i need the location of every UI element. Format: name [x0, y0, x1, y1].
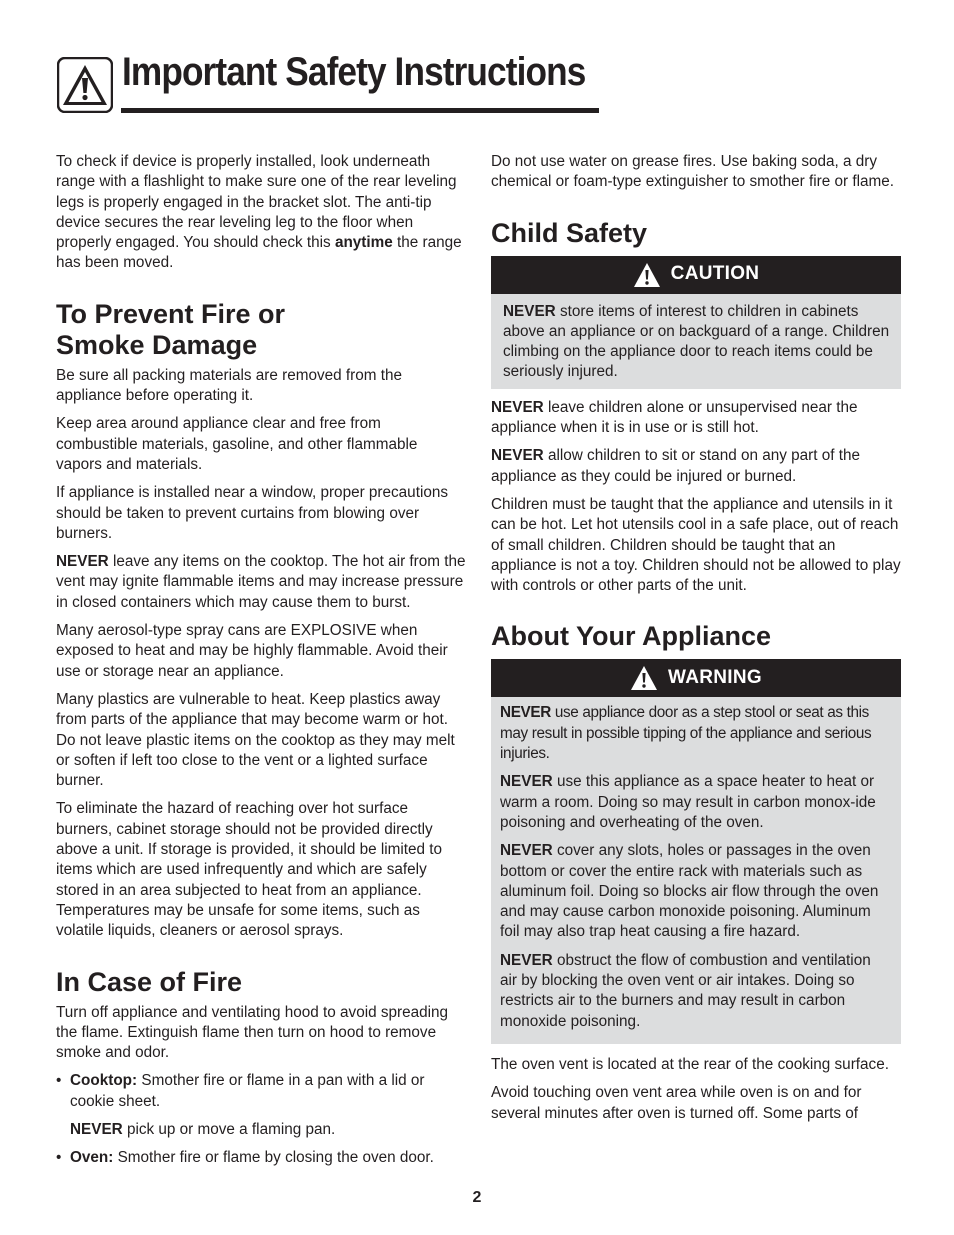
right-column [491, 152, 901, 1132]
warning-triangle-icon [633, 262, 661, 288]
warning-item: NEVER obstruct the flow of combustion and ventilation air by blocking the oven vent or air intakes. Doing so restricts air to the burners and may result in carbon monoxide poisoning. [500, 951, 871, 1030]
warning-label: WARNING [668, 667, 762, 689]
vent-paragraph: Avoid touching oven vent area while oven is on and for several minutes after oven is turned off. Some parts of [491, 1084, 862, 1122]
warning-box [491, 697, 901, 1043]
left-column [56, 152, 466, 1177]
case-paragraph: Turn off appliance and ventilating hood to avoid spreading the flame. Extinguish flame then turn on hood to remove smoke and odor. [56, 1003, 449, 1062]
child-paragraph: NEVER leave children alone or unsupervised near the appliance when it is in use or is still hot. [491, 398, 858, 437]
warning-banner [491, 659, 901, 697]
warning-item: NEVER use appliance door as a step stool or seat as this may result in possible tipping of the appliance and serious injuries. [500, 704, 872, 763]
page-title: Important Safety Instructions [122, 50, 586, 94]
warning-triangle-icon [57, 57, 113, 113]
child-paragraph: NEVER allow children to sit or stand on any part of the appliance as they could be injured or burned. [491, 447, 861, 485]
caution-text: NEVER store items of interest to children in cabinets above an appliance or on backguard of a range. Children climbing on the appliance door to reach items could be seriously injured. [503, 302, 890, 381]
fire-paragraph: If appliance is installed near a window, proper precautions should be taken to prevent curtains from blowing over burners. [56, 484, 449, 542]
list-item: • Oven: Smother fire or flame by closing the oven door. [56, 1148, 466, 1168]
warning-item: NEVER use this appliance as a space heater to heat or warm a room. Doing so may result in carbon monox-ide poisoning and overheating of the oven. [500, 773, 876, 831]
grease-fire-paragraph: Do not use water on grease fires. Use baking soda, a dry chemical or foam-type extinguisher to smother fire or flame. [491, 153, 894, 191]
heading-about-appliance: About Your Appliance [491, 621, 772, 652]
fire-paragraph: Many aerosol-type spray cans are EXPLOSIVE when exposed to heat and may be highly flammable. Avoid their use or storage near an appliance. [56, 622, 448, 680]
flaming-pan-note: NEVER pick up or move a flaming pan. [70, 1120, 336, 1138]
caution-label: CAUTION [670, 263, 760, 285]
child-paragraph: Children must be taught that the appliance and utensils in it can be hot. Let hot utensils cool in a safe place, out of reach of small children. Children should be taught that an appliance is not a toy. Children should not be allowed to play with controls or other parts of the unit. [491, 495, 901, 595]
caution-box [491, 294, 901, 389]
vent-paragraph: The oven vent is located at the rear of the cooking surface. [491, 1055, 889, 1073]
caution-banner [491, 256, 901, 294]
list-item: • Cooktop: Smother fire or flame in a pan with a lid or cookie sheet. [56, 1072, 425, 1110]
warning-triangle-icon [630, 665, 658, 691]
fire-paragraph: Many plastics are vulnerable to heat. Keep plastics away from parts of the appliance that may become warm or hot. Do not leave plastic items on the cooktop as they may melt or soften if left too close to the vent or a lighted surface burner. [56, 690, 455, 790]
fire-paragraph: Be sure all packing materials are removed from the appliance before operating it. [56, 366, 403, 405]
warning-item: NEVER cover any slots, holes or passages in the oven bottom or cover the entire rack with materials such as aluminum foil. Doing so blocks air flow through the oven and may cause carbon monoxide poisoning. Aluminum foil may also trap heat causing a fire hazard. [500, 842, 879, 941]
heading-in-case-of-fire: In Case of Fire [56, 966, 243, 997]
fire-paragraph: Keep area around appliance clear and free from combustible materials, gasoline, and other flammable vapors and materials. [56, 415, 418, 473]
fire-paragraph: NEVER leave any items on the cooktop. The hot air from the vent may ignite flammable items and may increase pressure in closed containers which may cause them to burst. [56, 553, 466, 611]
heading-prevent-fire: To Prevent Fire or Smoke Damage [56, 298, 286, 360]
heading-child-safety: Child Safety [491, 217, 648, 248]
fire-paragraph: To eliminate the hazard of reaching over hot surface burners, cabinet storage should not be provided directly above a unit. If storage is provided, it should be limited to items which are used infrequently and which are safely stored in an area subjected to heat from an appliance. Temperatures may be unsafe for some items, such as volatile liquids, cleaners or aerosol sprays. [56, 800, 443, 940]
bullet-glyph: • [56, 1149, 62, 1167]
anti-tip-paragraph: To check if device is properly installed, look underneath range with a flashlight to make sure one of the rear leveling legs is properly engaged in the bracket slot. The anti-tip device secures the rear leveling leg to the floor when properly engaged. You should check this anytime the range has been moved. [56, 153, 462, 272]
title-underline [121, 108, 599, 113]
page-number: 2 [472, 1189, 482, 1206]
bullet-glyph: • [56, 1072, 62, 1090]
